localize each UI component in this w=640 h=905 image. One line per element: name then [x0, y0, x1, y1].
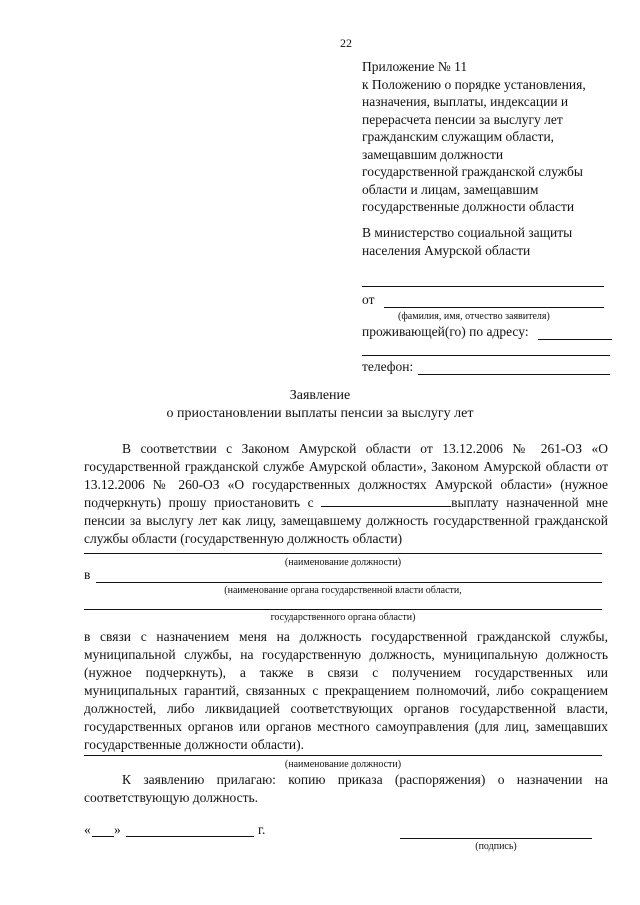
appendix-line: замещавшим должности [362, 146, 504, 162]
appendix-block [362, 58, 632, 216]
date-open-quote: « [84, 822, 91, 837]
fio-field-line[interactable] [384, 307, 604, 308]
para1-start: В соответствии с Законом Амурской области от 13.12.2006 № 261-ОЗ «О государственной гражданской службе Амурской области», Законом Амурской области от 13.12.2006 № 260-ОЗ «О государственных должностях Амурской области» (нужное подчеркнуть) прошу приостановить с [84, 441, 608, 510]
appendix-line: назначения, выплаты, индексации и [362, 94, 569, 109]
date-month-year-field[interactable] [126, 836, 254, 837]
signature-caption: (подпись) [475, 841, 517, 852]
phone-field-line[interactable] [418, 374, 610, 375]
appendix-line: гражданским служащим области, [362, 129, 555, 144]
org-caption: (наименование органа государственной власти области, [224, 585, 462, 596]
v-label: в [84, 567, 91, 582]
recipient-block [362, 224, 632, 259]
page-number: 22 [340, 36, 352, 50]
date-day-field[interactable] [92, 836, 114, 837]
address-label: проживающей(го) по адресу: [362, 324, 529, 339]
position-caption: (наименование должности) [284, 557, 402, 568]
date-close-quote: » [114, 822, 121, 837]
from-label: от [362, 292, 375, 307]
para1-end: выплату назначенной мне пенсии за выслугу лет как лицу, замещавшему должность государственной гражданской службы области (государственную должность области) [84, 495, 608, 546]
fio-caption: (фамилия, имя, отчество заявителя) [398, 311, 550, 322]
appendix-line: области и лицам, замещавшим [362, 181, 539, 197]
body-paragraph-2: в связи с назначением меня на должность государственной гражданской службы, муниципальной службы, на государственную должность, муниципальную должность (нужное подчеркнуть), а также в связи с получением государственных или муниципальных гарантий, связанных с прекращением полномочий, либо сокращением должностей, либо ликвидацией соответствующих органов государственной власти, государственных органов или органов местного самоуправления (для лиц, замещавших государственные должности области). [84, 629, 608, 752]
appendix-line: государственные должности области [362, 199, 575, 214]
position-caption-2: (наименование должности) [284, 759, 402, 770]
year-suffix: г. [258, 822, 266, 837]
appendix-line: к Положению о порядке установления, [362, 76, 586, 92]
appendix-line: государственной гражданской службы [362, 164, 583, 179]
org-caption-2: государственного органа области) [270, 612, 416, 623]
phone-label: телефон: [362, 359, 414, 374]
recipient-line: населения Амурской области [362, 242, 531, 258]
signature-field-line[interactable] [400, 838, 592, 839]
body-paragraph-3: К заявлению прилагаю: копию приказа (распоряжения) о назначении на соответствующую должность. [84, 772, 608, 805]
recipient-line: В министерство социальной защиты [362, 225, 573, 240]
appendix-title: Приложение № 11 [362, 59, 468, 74]
statement-title: Заявление [289, 388, 351, 403]
recipient-blank-line[interactable] [362, 286, 604, 287]
address-field-line-2[interactable] [362, 355, 610, 356]
position-field-line[interactable] [84, 553, 602, 554]
date-from-field[interactable] [321, 494, 451, 507]
body-paragraph-1 [84, 440, 608, 548]
address-field-line[interactable] [538, 339, 612, 340]
appendix-line: перерасчета пенсии за выслугу лет [362, 111, 563, 127]
org-field-line[interactable] [96, 582, 602, 583]
position-field-line-2[interactable] [84, 755, 602, 756]
org-field-line-2[interactable] [84, 609, 602, 610]
statement-subtitle: о приостановлении выплаты пенсии за выслугу лет [166, 406, 474, 421]
